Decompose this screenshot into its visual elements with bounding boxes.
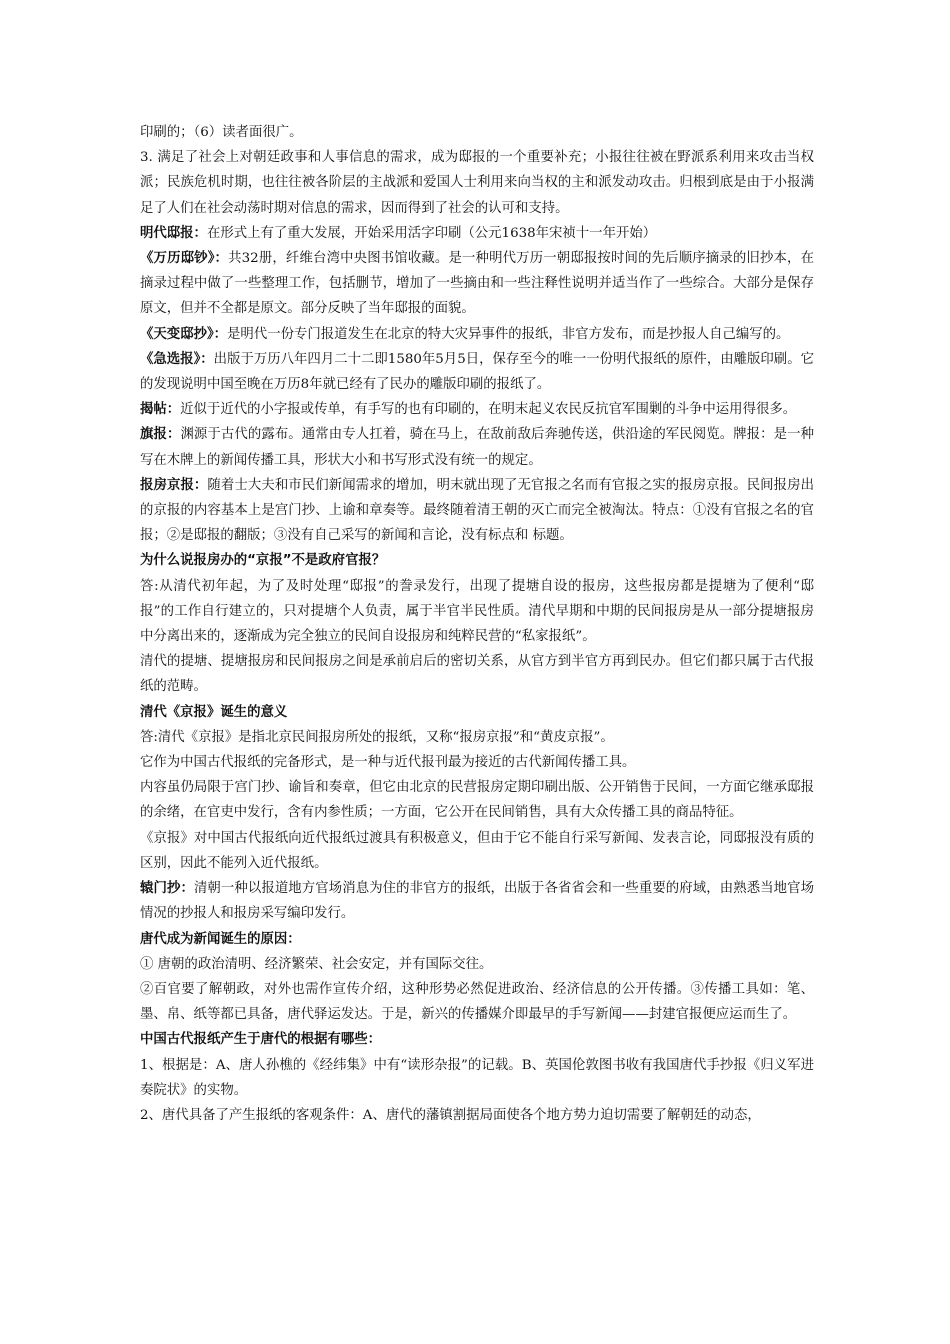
paragraph-heading: 明代邸报： [140, 225, 207, 241]
paragraph-heading: 为什么说报房办的“京报”不是政府官报？ [140, 553, 386, 569]
paragraph-heading: 清代《京报》诞生的意义 [140, 704, 288, 720]
section-heading [140, 700, 814, 725]
paragraph-text: 共32册，纤维台湾中央图书馆收藏。是一种明代万历一朝邸报按时间的先后顺序摘录的旧抄本，在摘录过程中做了一些整理工作，包括删节，增加了一些摘由和一些注释性说明并适当作了一些综合。大部分是保存原文，但并不全都是原文。部分反映了当年邸报的面貌。 [140, 251, 814, 317]
paragraph-text: 2、唐代具备了产生报纸的客观条件：A、唐代的藩镇割据局面使各个地方势力迫切需要了解朝廷的动态， [140, 1107, 761, 1123]
paragraph-text: 1、根据是：A、唐人孙樵的《经纬集》中有“读形杂报”的记载。B、英国伦敦图书收有我国唐代手抄报《归义军进奏院状》的实物。 [140, 1057, 814, 1098]
paragraph-text: 清朝一种以报道地方官场消息为住的非官方的报纸，出版于各省省会和一些重要的府域，由熟悉当地官场情况的抄报人和报房采写编印发行。 [140, 881, 815, 922]
paragraph-heading: 唐代成为新闻诞生的原因： [140, 931, 301, 947]
paragraph [140, 977, 814, 1027]
paragraph [140, 473, 814, 549]
section-heading [140, 548, 814, 573]
paragraph-text: 内容虽仍局限于宫门抄、谕旨和奏章，但它由北京的民营报房定期印刷出版、公开销售于民间，一方面它继承邸报的余绪，在官吏中发行，含有内参性质；一方面，它公开在民间销售，具有大众传播工具的商品特征。 [140, 780, 814, 821]
paragraph-heading: 中国古代报纸产生于唐代的根据有哪些： [140, 1032, 382, 1048]
paragraph-text: 近似于近代的小字报或传单，有手写的也有印刷的，在明末起义农民反抗官军围剿的斗争中运用得很多。 [180, 402, 797, 418]
paragraph-text: 渊源于古代的露布。通常由专人扛着，骑在马上，在敌前敌后奔驰传送，供沿途的军民阅览。牌报：是一种写在木牌上的新闻传播工具，形状大小和书写形式没有统一的规定。 [140, 427, 815, 468]
paragraph [140, 221, 814, 246]
paragraph-heading: 旗报： [140, 427, 181, 443]
paragraph [140, 1103, 814, 1128]
paragraph-text: 《京报》对中国古代报纸向近代报纸过渡具有积极意义，但由于它不能自行采写新闻、发表言论，同邸报没有质的区别，因此不能列入近代报纸。 [140, 830, 814, 871]
paragraph [140, 145, 814, 221]
paragraph-text: 随着士大夫和市民们新闻需求的增加，明末就出现了无官报之名而有官报之实的报房京报。民间报房出的京报的内容基本上是宫门抄、上谕和章奏等。最终随着清王朝的灭亡而完全被淘汰。特点：①没有官报之名的官报；②是邸报的翻版；③没有自己采写的新闻和言论，没有标点和 标题。 [140, 477, 815, 544]
paragraph-heading: 《天变邸抄》： [140, 326, 228, 342]
paragraph-text: 清代的提塘、提塘报房和民间报房之间是承前启后的密切关系，从官方到半官方再到民办。但它们都只属于古代报纸的范畴。 [140, 654, 814, 695]
paragraph [140, 246, 814, 322]
paragraph [140, 322, 814, 347]
paragraph-heading: 《急选报》： [140, 351, 214, 367]
document-page [140, 120, 814, 1128]
paragraph [140, 725, 814, 750]
paragraph [140, 826, 814, 876]
paragraph [140, 574, 814, 650]
paragraph [140, 649, 814, 699]
paragraph-text: 答:从清代初年起，为了及时处理“邸报”的誊录发行，出现了提塘自设的报房，这些报房都是提塘为了便利“邸报”的工作自行建立的，只对提塘个人负责，属于半官半民性质。清代早期和中期的民间报房是从一部分提塘报房中分离出来的，逐渐成为完全独立的民间自设报房和纯粹民营的“私家报纸”。 [140, 578, 814, 645]
paragraph [140, 750, 814, 775]
paragraph [140, 347, 814, 397]
paragraph-text: 在形式上有了重大发展，开始采用活字印刷（公元1638年宋祯十一年开始） [206, 225, 657, 241]
paragraph-heading: 揭帖： [140, 402, 181, 418]
paragraph-heading: 报房京报： [140, 477, 208, 493]
paragraph-heading: 辕门抄： [140, 881, 194, 897]
paragraph [140, 876, 814, 926]
paragraph-text: 印刷的；（6）读者面很广。 [140, 125, 303, 140]
paragraph-text: 3. 满足了社会上对朝廷政事和人事信息的需求，成为邸报的一个重要补充；小报往往被在野派系利用来攻击当权派；民族危机时期，也往往被各阶层的主战派和爱国人士利用来向当权的主和派发动攻击。归根到底是由于小报满足了人们在社会动荡时期对信息的需求，因而得到了社会的认可和支持。 [140, 150, 814, 216]
paragraph [140, 775, 814, 825]
paragraph-heading: 《万历邸钞》： [140, 251, 229, 267]
section-heading [140, 1027, 814, 1052]
paragraph [140, 397, 814, 422]
section-heading [140, 927, 814, 952]
paragraph-text: ②百官要了解朝政，对外也需作宣传介绍，这种形势必然促进政治、经济信息的公开传播。③传播工具如：笔、墨、帛、纸等都已具备，唐代驿运发达。于是，新兴的传播媒介即最早的手写新闻——封建官报便应运而生了。 [140, 981, 814, 1023]
paragraph-text: 是明代一份专门报道发生在北京的特大灾异事件的报纸，非官方发布，而是抄报人自己编写的。 [227, 326, 790, 342]
paragraph-text: 答:清代《京报》是指北京民间报房所处的报纸，又称“报房京报”和“黄皮京报”。 [140, 729, 614, 745]
paragraph [140, 952, 814, 977]
paragraph [140, 1053, 814, 1103]
paragraph-text: 出版于万历八年四月二十二即1580年5月5日，保存至今的唯一一份明代报纸的原件，由雕版印刷。它的发现说明中国至晚在万历8年就已经有了民办的雕版印刷的报纸了。 [140, 351, 814, 393]
paragraph-text: ① 唐朝的政治清明、经济繁荣、社会安定，并有国际交往。 [140, 956, 493, 972]
paragraph-text: 它作为中国古代报纸的完备形式，是一种与近代报刊最为接近的古代新闻传播工具。 [140, 755, 636, 771]
paragraph [140, 120, 814, 145]
paragraph [140, 422, 814, 472]
